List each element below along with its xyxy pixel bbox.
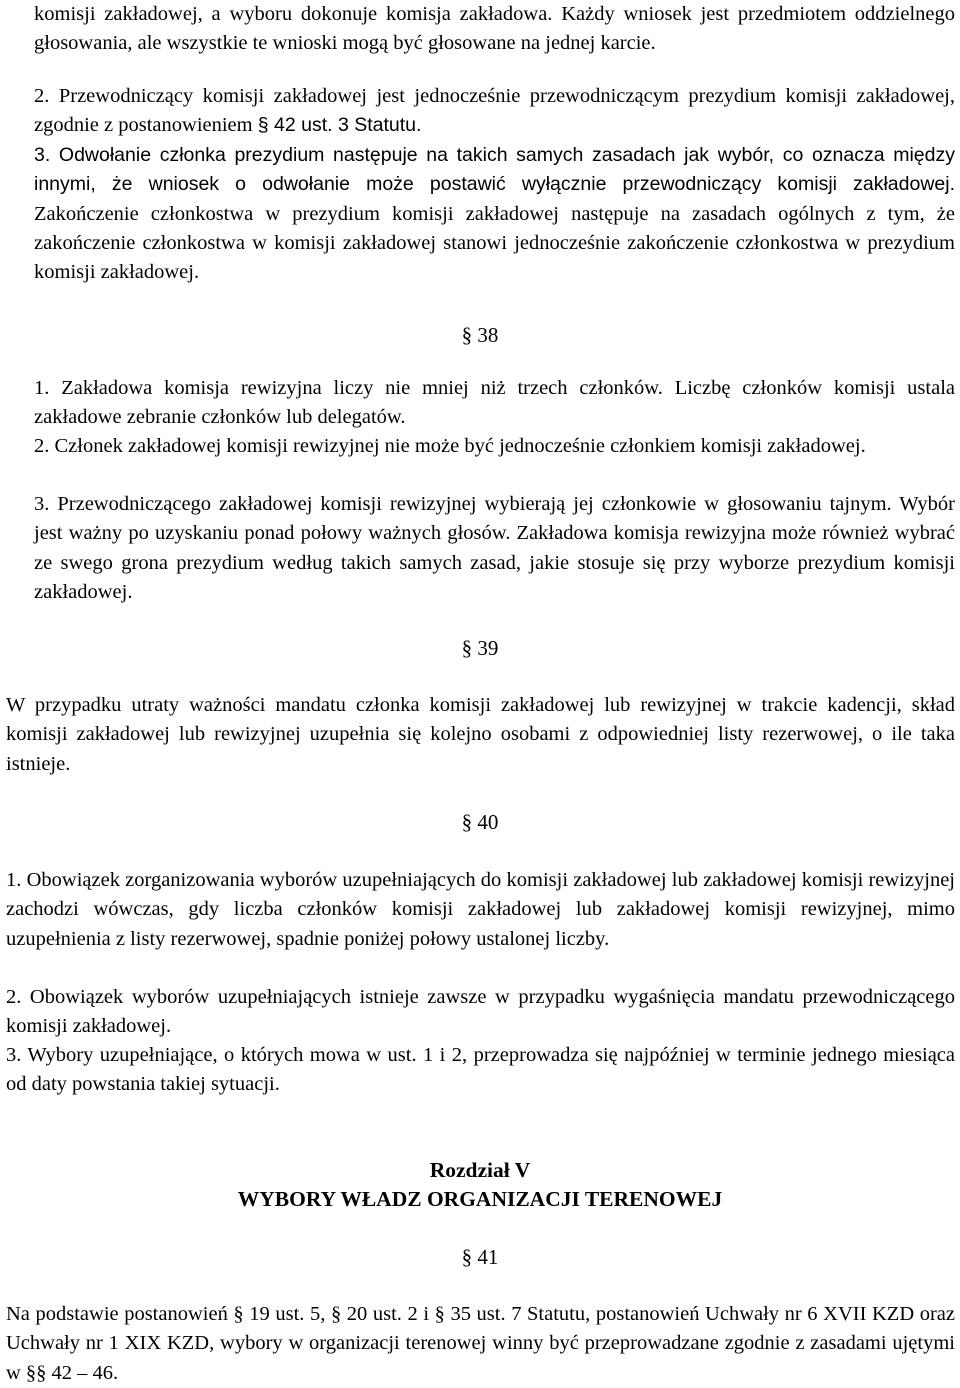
section-heading-38: § 38 <box>461 323 499 347</box>
paragraph-2: 2. Przewodniczący komisji zakładowej jest jednocześnie przewodniczącym prezydium komisji zakładowej, zgodnie z postanowieniem § 42 ust. 3 Statutu. <box>34 85 955 137</box>
section-40-paragraph-1: 1. Obowiązek zorganizowania wyborów uzupełniających do komisji zakładowej lub zakładowej komisji rewizyjnej zachodzi wówczas, gdy liczba członków komisji zakładowej lub zakładowej komisji rewizyjnej, mimo uzupełnienia z listy rezerwowej, spadnie poniżej połowy ustalonej liczby. <box>6 869 955 950</box>
section-39-paragraph-1: W przypadku utraty ważności mandatu członka komisji zakładowej lub rewizyjnej w trakcie kadencji, skład komisji zakładowej lub rewizyjnej uzupełnia się kolejno osobami z odpowiedniej listy rezerwowej, o ile taka istnieje. <box>6 694 955 775</box>
chapter-title: Rozdział V <box>429 1158 531 1182</box>
section-heading-41: § 41 <box>461 1245 499 1269</box>
section-41-paragraph-1: Na podstawie postanowień § 19 ust. 5, § 20 ust. 2 i § 35 ust. 7 Statutu, postanowień Uchwały nr 6 XVII KZD oraz Uchwały nr 1 XIX KZD, wybory w organizacji terenowej winny być przeprowadzane zgodnie z zasadami ujętymi w §§ 42 – 46. <box>6 1303 955 1384</box>
statute-reference: § 42 ust. 3 Statutu. <box>257 114 422 137</box>
section-heading-39: § 39 <box>461 636 499 660</box>
section-40-paragraph-3: 3. Wybory uzupełniające, o których mowa w ust. 1 i 2, przeprowadza się najpóźniej w terminie jednego miesiąca od daty powstania takiej sytuacji. <box>6 1044 955 1096</box>
chapter-subtitle: WYBORY WŁADZ ORGANIZACJI TERENOWEJ <box>237 1187 723 1211</box>
section-40-paragraph-2: 2. Obowiązek wyborów uzupełniających istnieje zawsze w przypadku wygaśnięcia mandatu przewodniczącego komisji zakładowej. <box>6 986 955 1038</box>
paragraph-3: 3. Odwołanie członka prezydium następuje na takich samych zasadach jak wybór, co oznacza między innymi, że wniosek o odwołanie może postawić wyłącznie przewodniczący komisji zakładowej. Zakończenie członkostwa w prezydium komisji zakładowej następuje na zasadach ogólnych z tym, że zakończenie członkostwa w komisji zakładowej stanowi jednocześnie zakończenie członkostwa w prezydium komisji zakładowej. <box>34 144 955 284</box>
paragraph-continuation: komisji zakładowej, a wyboru dokonuje komisja zakładowa. Każdy wniosek jest przedmiotem oddzielnego głosowania, ale wszystkie te wnioski mogą być głosowane na jednej karcie. <box>34 3 955 55</box>
section-38-paragraph-1: 1. Zakładowa komisja rewizyjna liczy nie mniej niż trzech członków. Liczbę członków komisji ustala zakładowe zebranie członków lub delegatów. <box>34 377 955 429</box>
section-38-paragraph-2: 2. Członek zakładowej komisji rewizyjnej nie może być jednocześnie członkiem komisji zakładowej. <box>34 435 866 457</box>
section-38-paragraph-3: 3. Przewodniczącego zakładowej komisji rewizyjnej wybierają jej członkowie w głosowaniu tajnym. Wybór jest ważny po uzyskaniu ponad połowy ważnych głosów. Zakładowa komisja rewizyjna może również wybrać ze swego grona prezydium według takich samych zasad, jakie stosuje się przy wyborze prezydium komisji zakładowej. <box>34 493 955 603</box>
section-heading-40: § 40 <box>461 810 499 834</box>
